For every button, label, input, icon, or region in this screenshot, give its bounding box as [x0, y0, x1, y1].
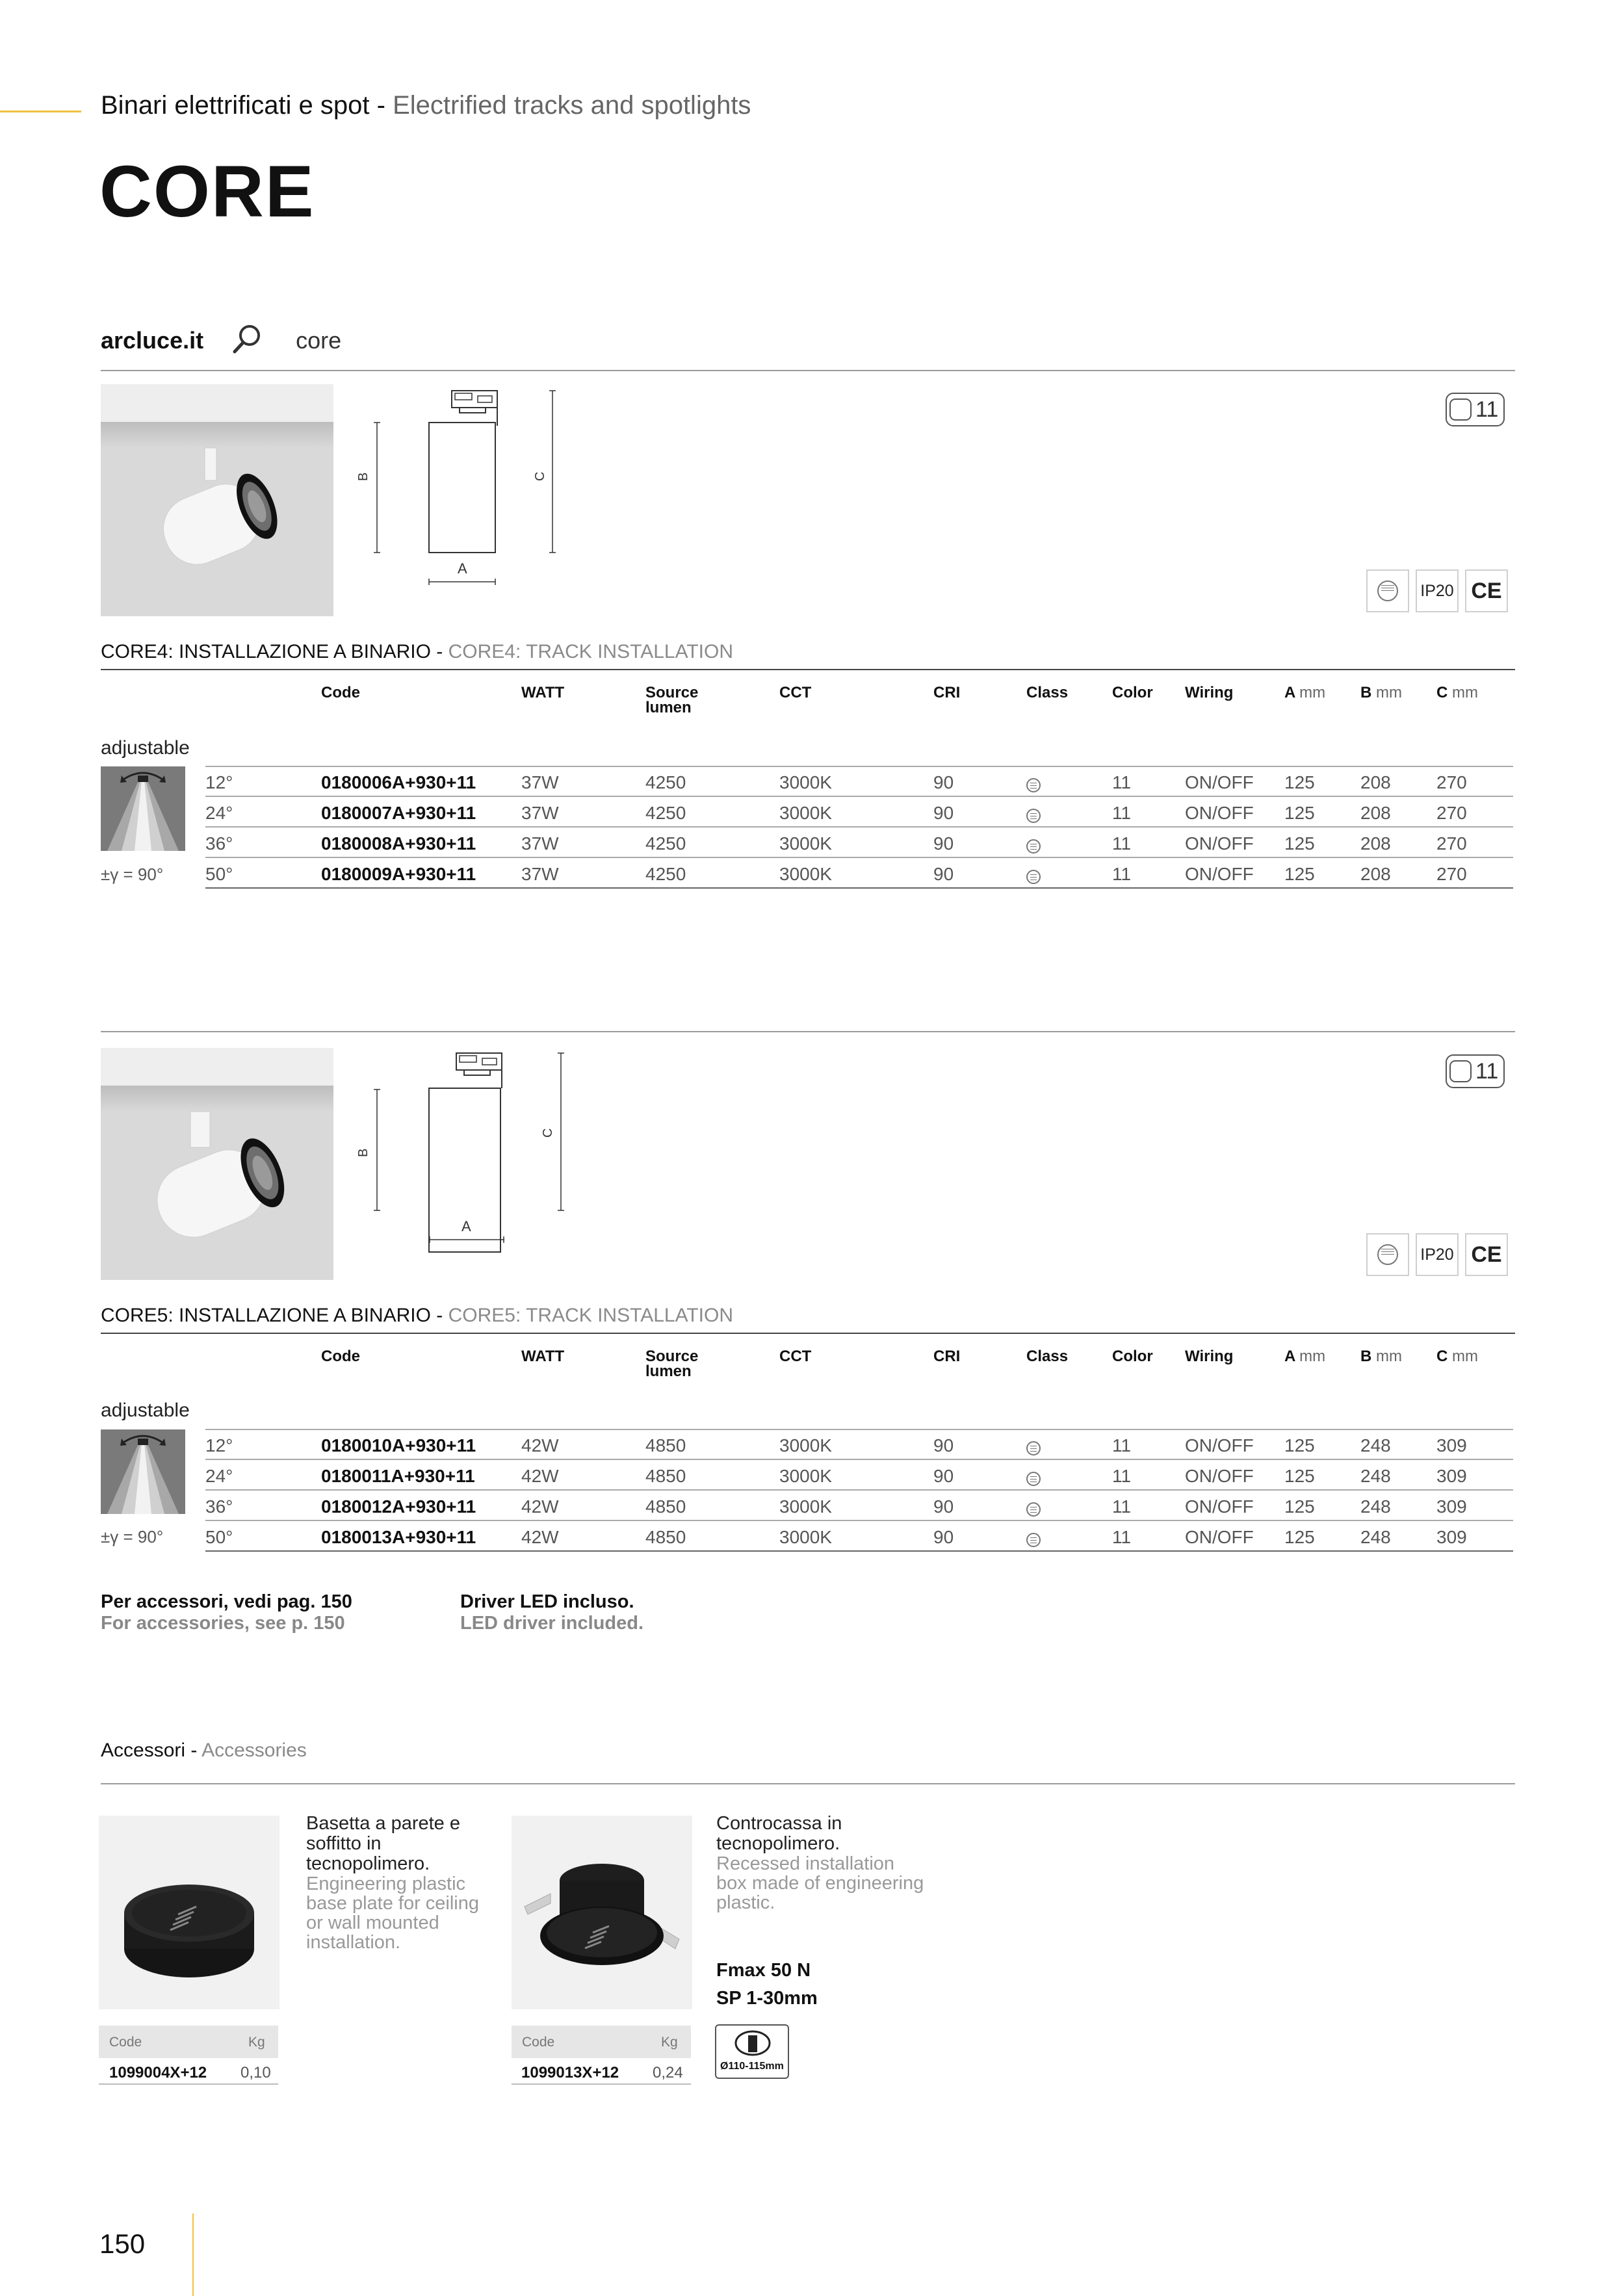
cell-cri: 90 — [933, 833, 954, 854]
dim-label-a: A — [458, 560, 467, 577]
accessory-weight: 0,24 — [653, 2064, 683, 2081]
accessory-image-recessed-box — [512, 1816, 692, 2009]
table-row — [205, 798, 1513, 828]
accessory-code: 1099004X+12 — [109, 2064, 207, 2081]
cell-a: 125 — [1284, 803, 1315, 823]
ce-mark: CE — [1465, 1233, 1508, 1276]
cell-lumen: 4250 — [645, 803, 686, 823]
col-c: C mm — [1436, 1348, 1478, 1365]
footer-accent-line — [192, 2213, 194, 2296]
accessory-image-base-plate — [99, 1816, 279, 2009]
row-rule — [205, 1550, 1513, 1552]
section-title-core4: CORE4: INSTALLAZIONE A BINARIO - CORE4: TRACK INSTALLATION — [101, 641, 734, 662]
search-icon — [231, 323, 263, 361]
cell-c: 270 — [1436, 803, 1467, 823]
cell-cri: 90 — [933, 1466, 954, 1486]
accessories-title: Accessori - Accessories — [101, 1740, 307, 1761]
col-cct: CCT — [779, 1348, 812, 1365]
accessories-note: Per accessori, vedi pag. 150 For accessories, see p. 150 — [101, 1591, 352, 1634]
adjustable-label: adjustable — [101, 1400, 190, 1421]
divider — [101, 1783, 1515, 1784]
cell-a: 125 — [1284, 833, 1315, 854]
cell-c: 270 — [1436, 772, 1467, 792]
row-rule — [205, 857, 1513, 858]
category-en: Electrified tracks and spotlights — [393, 91, 751, 120]
cell-color: 11 — [1112, 864, 1132, 884]
accessory-rule — [512, 2083, 691, 2085]
cell-angle: 36° — [205, 1496, 233, 1517]
table-row — [205, 1491, 1513, 1521]
cell-lumen: 4850 — [645, 1496, 686, 1517]
row-rule — [205, 887, 1513, 889]
cell-lumen: 4250 — [645, 772, 686, 792]
table-top-rule — [101, 1333, 1515, 1334]
accessory-fmax: Fmax 50 N — [716, 1960, 811, 1981]
cell-angle: 50° — [205, 1527, 233, 1547]
cell-c: 309 — [1436, 1435, 1467, 1455]
cell-wiring: ON/OFF — [1185, 1496, 1254, 1517]
accessory-table-header: Code Kg — [512, 2026, 691, 2058]
beam-angle-icon — [101, 1429, 185, 1514]
row-rule — [205, 766, 1513, 767]
cell-color: 11 — [1112, 772, 1132, 792]
accessory-code: 1099013X+12 — [521, 2064, 619, 2081]
cell-lumen: 4850 — [645, 1527, 686, 1547]
cell-angle: 24° — [205, 803, 233, 823]
cell-b: 208 — [1360, 772, 1391, 792]
dim-label-c: C — [533, 471, 547, 481]
cell-angle: 24° — [205, 1466, 233, 1486]
cell-wiring: ON/OFF — [1185, 803, 1254, 823]
row-rule — [205, 1520, 1513, 1521]
cell-cct: 3000K — [779, 833, 832, 854]
section-title-core5: CORE5: INSTALLAZIONE A BINARIO - CORE5: TRACK INSTALLATION — [101, 1305, 734, 1326]
cell-cri: 90 — [933, 864, 954, 884]
col-a: A mm — [1284, 684, 1326, 701]
cell-b: 248 — [1360, 1527, 1391, 1547]
dim-label-a: A — [461, 1218, 471, 1234]
row-rule — [205, 796, 1513, 797]
cell-cct: 3000K — [779, 1466, 832, 1486]
cell-code: 0180011A+930+11 — [321, 1466, 475, 1486]
divider — [101, 1031, 1515, 1032]
col-code: Code — [321, 684, 360, 701]
cell-watt: 42W — [521, 1466, 559, 1486]
col-a: A mm — [1284, 1348, 1326, 1365]
cell-b: 208 — [1360, 833, 1391, 854]
cell-cct: 3000K — [779, 803, 832, 823]
cell-cri: 90 — [933, 1496, 954, 1517]
accessory-table-header: Code Kg — [99, 2026, 278, 2058]
row-rule — [205, 1489, 1513, 1491]
earth-icon — [1366, 569, 1409, 612]
accessory-desc-recessed-box: Controcassa in tecnopolimero. Recessed installation box made of engineering plastic. — [716, 1813, 924, 1913]
cell-angle: 36° — [205, 833, 233, 854]
tilt-range-label: ±γ = 90° — [101, 1527, 164, 1546]
cell-a: 125 — [1284, 864, 1315, 884]
cell-cri: 90 — [933, 803, 954, 823]
cell-c: 270 — [1436, 833, 1467, 854]
dim-label-b: B — [356, 1148, 370, 1157]
row-rule — [205, 1459, 1513, 1460]
cell-wiring: ON/OFF — [1185, 772, 1254, 792]
cell-a: 125 — [1284, 1435, 1315, 1455]
cell-b: 208 — [1360, 864, 1391, 884]
cell-a: 125 — [1284, 1527, 1315, 1547]
cell-angle: 12° — [205, 1435, 233, 1455]
cell-c: 309 — [1436, 1496, 1467, 1517]
col-wiring: Wiring — [1185, 684, 1234, 701]
cell-color: 11 — [1112, 1466, 1132, 1486]
col-watt: WATT — [521, 684, 565, 701]
cell-color: 11 — [1112, 833, 1132, 854]
cell-wiring: ON/OFF — [1185, 1435, 1254, 1455]
cell-cct: 3000K — [779, 864, 832, 884]
adjustable-label: adjustable — [101, 737, 190, 759]
cell-a: 125 — [1284, 1466, 1315, 1486]
cell-angle: 50° — [205, 864, 233, 884]
row-rule — [205, 1429, 1513, 1430]
cell-cri: 90 — [933, 772, 954, 792]
cell-b: 248 — [1360, 1466, 1391, 1486]
class-badge: 11 — [1446, 393, 1505, 426]
row-rule — [205, 826, 1513, 828]
col-class: Class — [1026, 1348, 1069, 1365]
cell-watt: 42W — [521, 1435, 559, 1455]
page-number: 150 — [99, 2228, 146, 2259]
class-earth-icon — [1026, 807, 1041, 828]
class-earth-icon — [1026, 1531, 1041, 1552]
cell-wiring: ON/OFF — [1185, 1466, 1254, 1486]
header-accent-line — [0, 111, 81, 112]
cell-code: 0180012A+930+11 — [321, 1496, 476, 1517]
cell-watt: 37W — [521, 803, 559, 823]
cell-lumen: 4250 — [645, 833, 686, 854]
col-wiring: Wiring — [1185, 1348, 1234, 1365]
cell-code: 0180013A+930+11 — [321, 1527, 476, 1547]
col-b: B mm — [1360, 684, 1402, 701]
class-earth-icon — [1026, 837, 1041, 858]
table-row — [205, 1522, 1513, 1552]
table-row — [205, 859, 1513, 889]
col-cri: CRI — [933, 1348, 961, 1365]
ce-mark: CE — [1465, 569, 1508, 612]
cell-a: 125 — [1284, 772, 1315, 792]
cell-b: 248 — [1360, 1435, 1391, 1455]
cell-cct: 3000K — [779, 1527, 832, 1547]
col-color: Color — [1112, 684, 1153, 701]
earth-icon — [1366, 1233, 1409, 1276]
cell-a: 125 — [1284, 1496, 1315, 1517]
tilt-range-label: ±γ = 90° — [101, 865, 164, 884]
table-row — [205, 767, 1513, 797]
cell-watt: 37W — [521, 864, 559, 884]
cell-code: 0180006A+930+11 — [321, 772, 476, 792]
brand-site[interactable]: arcluce.it — [101, 327, 204, 354]
class-earth-icon — [1026, 1500, 1041, 1521]
cell-color: 11 — [1112, 1435, 1132, 1455]
class-earth-icon — [1026, 776, 1041, 797]
ip-rating: IP20 — [1416, 569, 1459, 612]
cell-b: 248 — [1360, 1496, 1391, 1517]
accessory-rule — [99, 2083, 278, 2085]
product-photo-core5 — [101, 1048, 333, 1280]
cell-code: 0180008A+930+11 — [321, 833, 476, 854]
cell-c: 309 — [1436, 1527, 1467, 1547]
accessory-desc-base-plate: Basetta a parete e soffitto in tecnopolimero. Engineering plastic base plate for ceiling or wall mounted installation. — [306, 1813, 479, 1953]
class-earth-icon — [1026, 1439, 1041, 1460]
cell-watt: 37W — [521, 772, 559, 792]
table-row — [205, 1461, 1513, 1491]
cell-angle: 12° — [205, 772, 233, 792]
category-separator: - — [369, 91, 393, 120]
col-watt: WATT — [521, 1348, 565, 1365]
cell-cct: 3000K — [779, 1496, 832, 1517]
driver-note: Driver LED incluso. LED driver included. — [460, 1591, 643, 1634]
cell-watt: 42W — [521, 1527, 559, 1547]
dim-label-b: B — [356, 472, 370, 481]
cell-code: 0180009A+930+11 — [321, 864, 476, 884]
cell-color: 11 — [1112, 803, 1132, 823]
beam-angle-icon — [101, 766, 185, 851]
search-term: core — [296, 327, 342, 354]
accessory-sp: SP 1-30mm — [716, 1988, 818, 2009]
cell-wiring: ON/OFF — [1185, 833, 1254, 854]
dim-line-a — [429, 1235, 507, 1244]
cell-color: 11 — [1112, 1527, 1132, 1547]
cell-color: 11 — [1112, 1496, 1132, 1517]
cell-lumen: 4250 — [645, 864, 686, 884]
col-color: Color — [1112, 1348, 1153, 1365]
cutout-size-badge: Ø110-115mm — [715, 2024, 789, 2079]
ip-rating: IP20 — [1416, 1233, 1459, 1276]
col-source-lumen: Source lumen — [645, 1348, 699, 1380]
class-earth-icon — [1026, 868, 1041, 889]
cell-watt: 42W — [521, 1496, 559, 1517]
cell-cct: 3000K — [779, 1435, 832, 1455]
cell-c: 270 — [1436, 864, 1467, 884]
divider — [101, 370, 1515, 371]
col-c: C mm — [1436, 684, 1478, 701]
dim-label-c: C — [541, 1128, 555, 1138]
class-earth-icon — [1026, 1470, 1041, 1491]
class-badge: 11 — [1446, 1054, 1505, 1088]
table-row — [205, 1430, 1513, 1460]
cell-b: 208 — [1360, 803, 1391, 823]
accessory-weight: 0,10 — [240, 2064, 271, 2081]
cell-c: 309 — [1436, 1466, 1467, 1486]
col-class: Class — [1026, 684, 1069, 701]
col-b: B mm — [1360, 1348, 1402, 1365]
table-top-rule — [101, 669, 1515, 670]
cell-cri: 90 — [933, 1527, 954, 1547]
cell-lumen: 4850 — [645, 1466, 686, 1486]
cell-watt: 37W — [521, 833, 559, 854]
cell-cri: 90 — [933, 1435, 954, 1455]
cell-code: 0180007A+930+11 — [321, 803, 476, 823]
product-photo-core4 — [101, 384, 333, 616]
table-row — [205, 828, 1513, 858]
brand-row — [101, 323, 341, 361]
category-it: Binari elettrificati e spot — [101, 91, 370, 120]
cell-lumen: 4850 — [645, 1435, 686, 1455]
cutout-icon — [734, 2029, 771, 2057]
page-category — [101, 91, 751, 120]
cell-cct: 3000K — [779, 772, 832, 792]
col-code: Code — [321, 1348, 360, 1365]
page-title: CORE — [99, 151, 315, 232]
col-cct: CCT — [779, 684, 812, 701]
col-cri: CRI — [933, 684, 961, 701]
cell-wiring: ON/OFF — [1185, 864, 1254, 884]
cell-code: 0180010A+930+11 — [321, 1435, 476, 1455]
cell-wiring: ON/OFF — [1185, 1527, 1254, 1547]
col-source-lumen: Source lumen — [645, 684, 699, 716]
